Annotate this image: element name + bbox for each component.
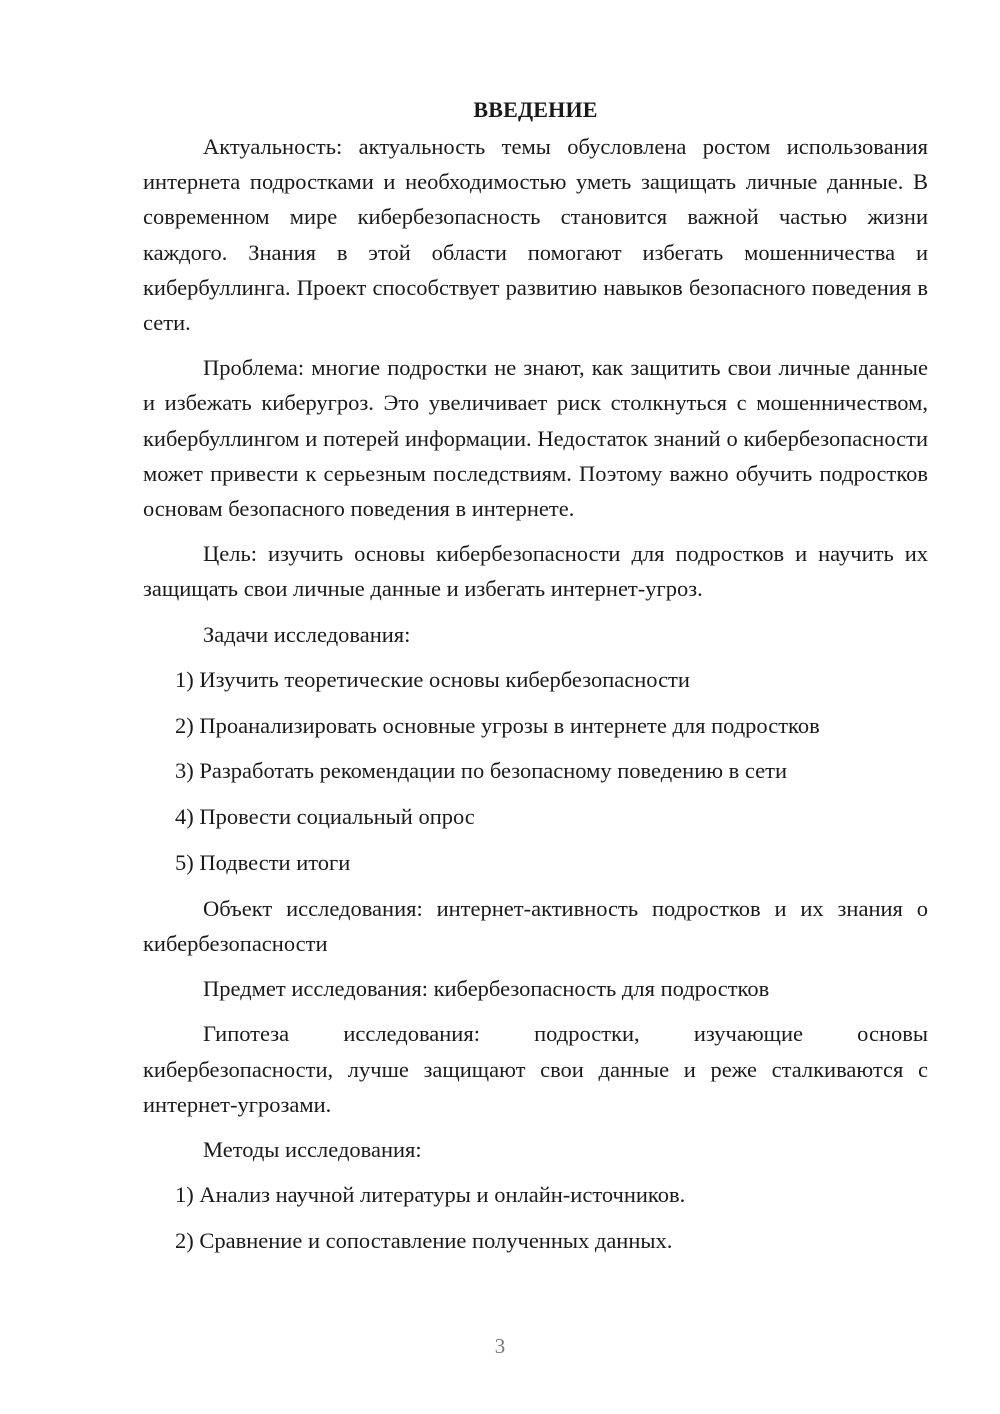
task-item: 5) Подвести итоги: [175, 850, 351, 876]
methods-title: Методы исследования:: [203, 1137, 422, 1163]
method-item: 1) Анализ научной литературы и онлайн-источников.: [175, 1182, 686, 1208]
section-heading: ВВЕДЕНИЕ: [473, 97, 598, 122]
method-item: 2) Сравнение и сопоставление полученных данных.: [175, 1228, 673, 1254]
goal-paragraph: Цель: изучить основы кибербезопасности для подростков и научить их защищать свои личные данные и избегать интернет-угроз.: [143, 541, 928, 602]
task-item: 2) Проанализировать основные угрозы в интернете для подростков: [175, 712, 820, 738]
problem-paragraph: Проблема: многие подростки не знают, как защитить свои личные данные и избежать киберугроз. Это увеличивает риск столкнуться с мошенничеством, кибербуллингом и потерей информации. Недостаток знаний о кибербезопасности может привести к серьезным последствиям. Поэтому важно обучить подростков основам безопасного поведения в интернете.: [143, 355, 928, 522]
task-item: 3) Разработать рекомендации по безопасному поведению в сети: [175, 758, 788, 784]
subject-paragraph: Предмет исследования: кибербезопасность для подростков: [203, 976, 770, 1002]
hypothesis-paragraph: Гипотеза исследования: подростки, изучающие основы кибербезопасности, лучше защищают свои данные и реже сталкиваются с интернет-угрозами.: [143, 1021, 928, 1117]
task-item: 4) Провести социальный опрос: [175, 804, 475, 830]
task-item: 1) Изучить теоретические основы кибербезопасности: [175, 666, 690, 692]
document-page: [143, 92, 928, 1269]
tasks-title: Задачи исследования:: [203, 621, 411, 647]
page-number: 3: [494, 1334, 506, 1358]
relevance-paragraph: Актуальность: актуальность темы обусловлена ростом использования интернета подростками и необходимостью уметь защищать личные данные. В современном мире кибербезопасность становится важной частью жизни каждого. Знания в этой области помогают избегать мошенничества и кибербуллинга. Проект способствует развитию навыков безопасного поведения в сети.: [143, 134, 928, 336]
object-paragraph: Объект исследования: интернет-активность подростков и их знания о кибербезопасности: [143, 895, 928, 957]
